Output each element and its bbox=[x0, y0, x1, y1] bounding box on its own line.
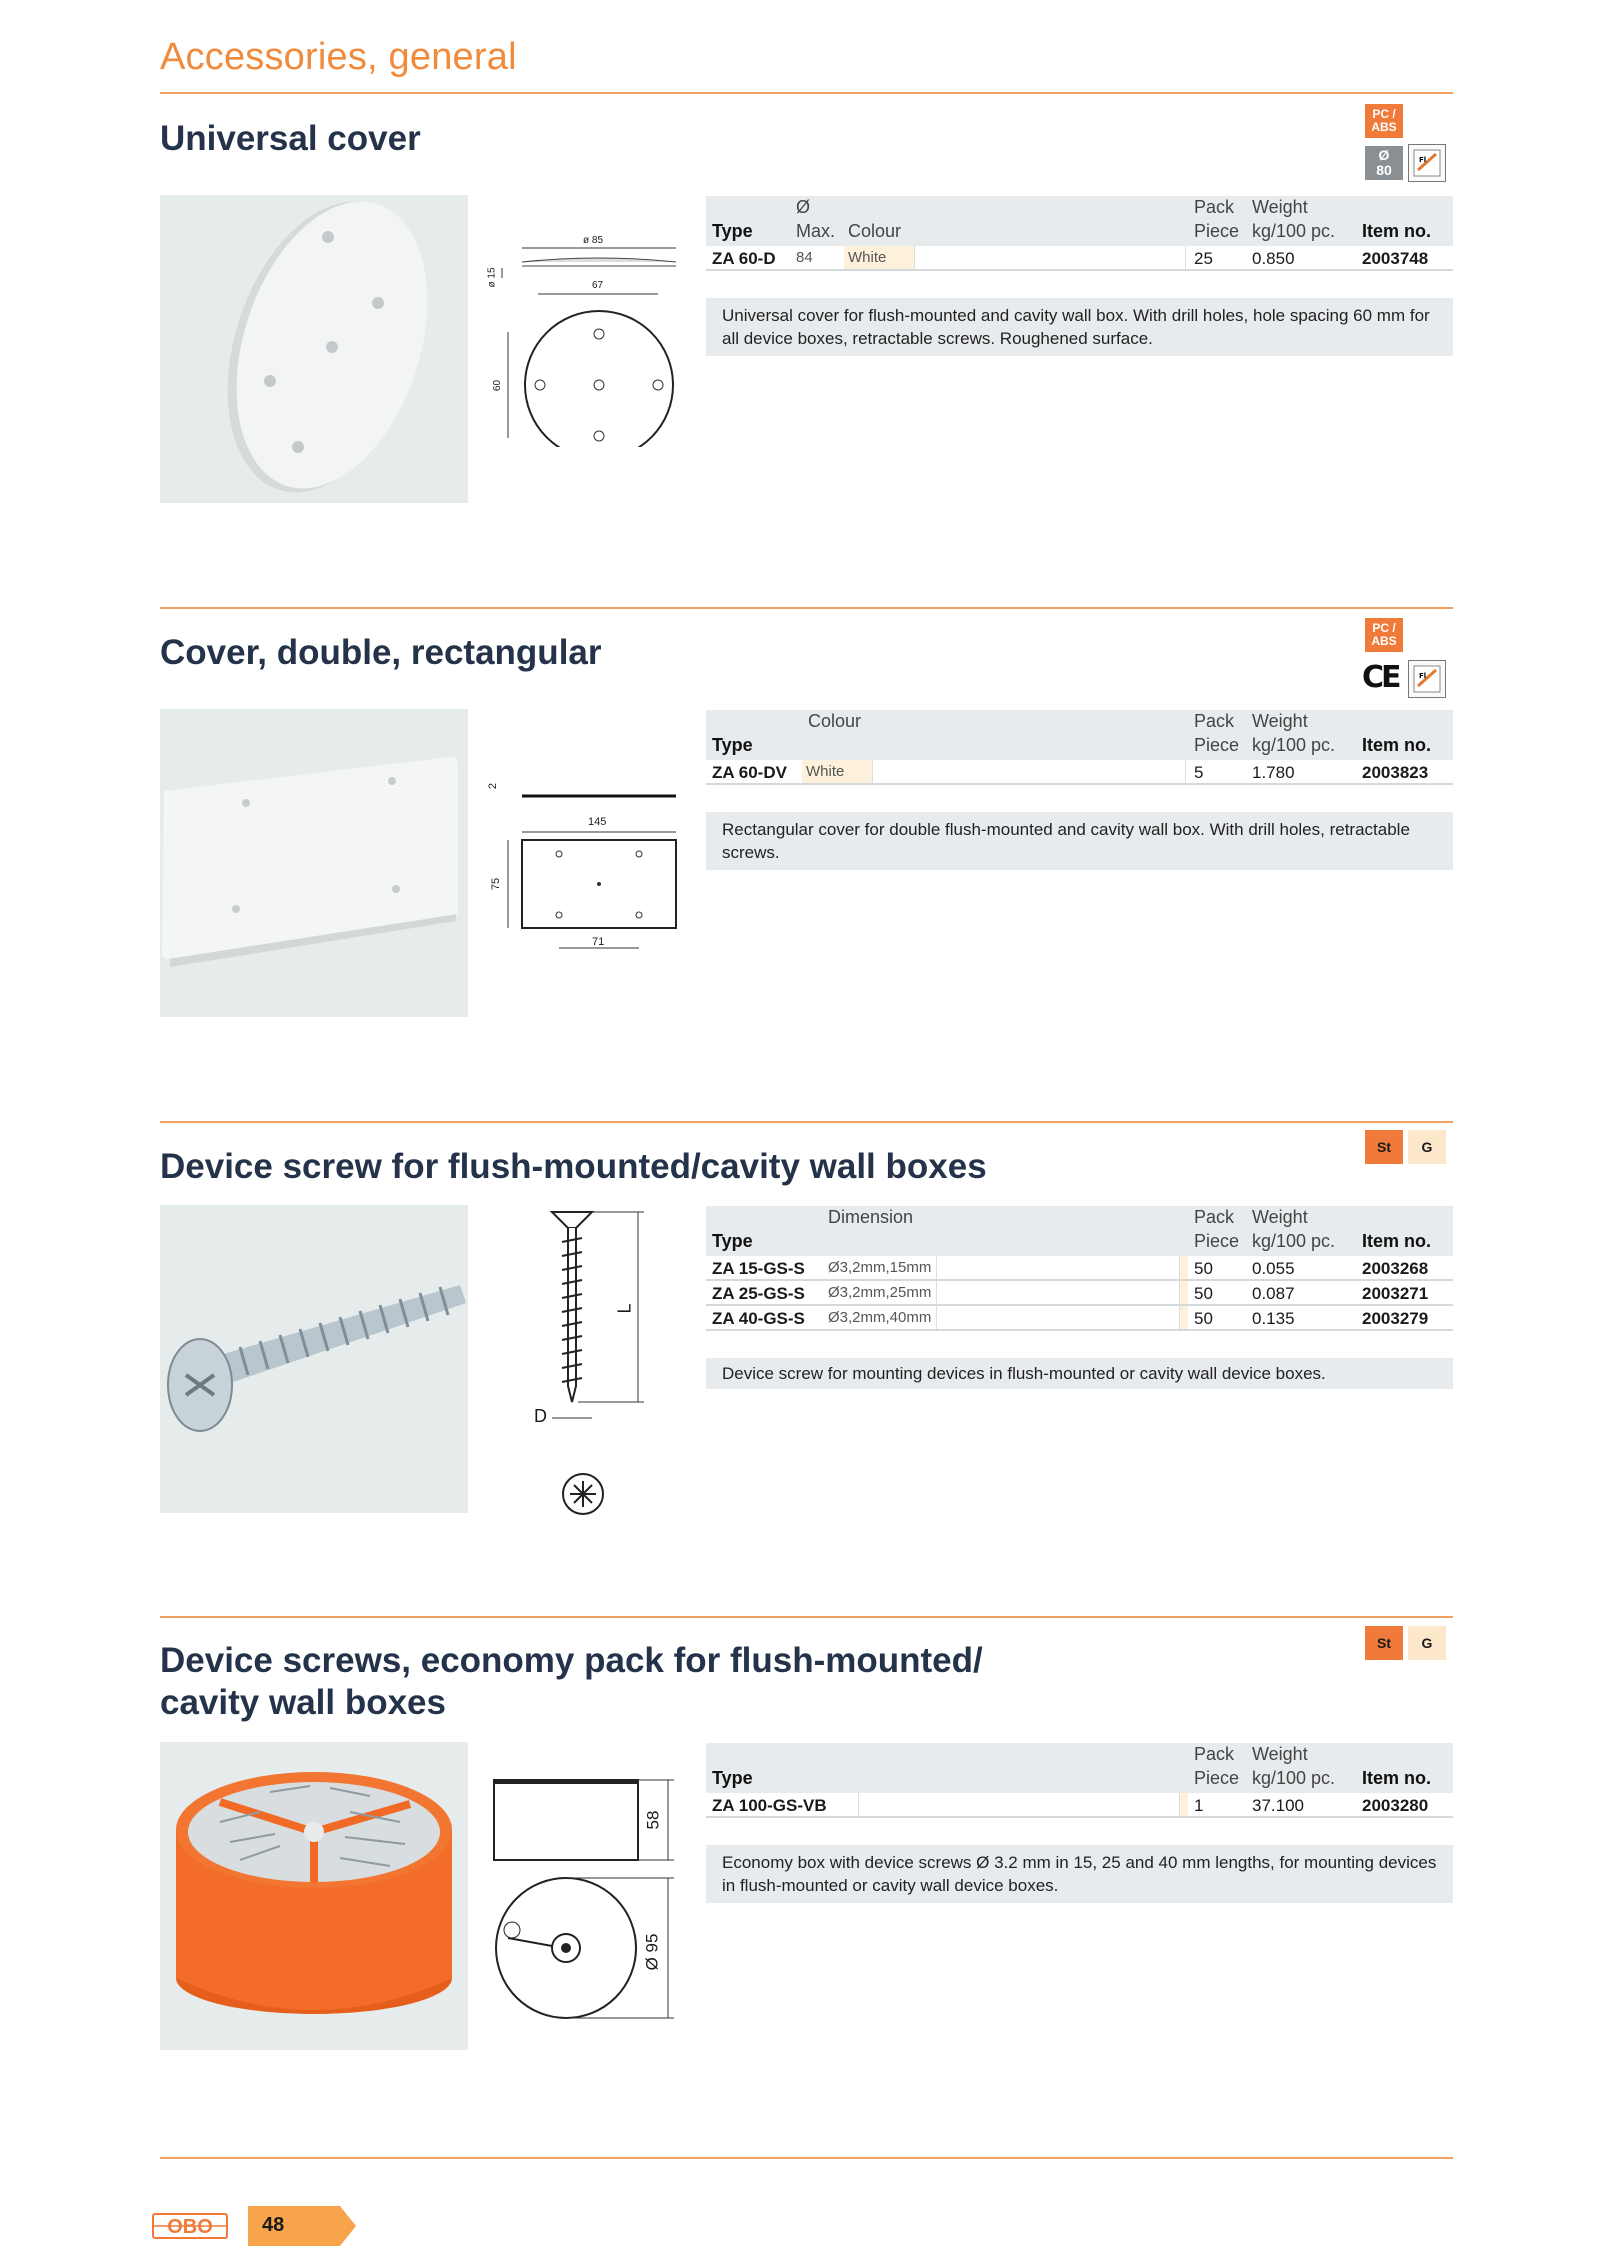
cell-pack: 1 bbox=[1194, 1796, 1204, 1815]
col-header-type: Type bbox=[712, 1768, 753, 1788]
product-photo-device-screw bbox=[160, 1205, 468, 1513]
table-row bbox=[706, 760, 1453, 785]
section-title-universal-cover: Universal cover bbox=[160, 119, 421, 158]
halogen-free-icon bbox=[1408, 660, 1446, 698]
empty-cell bbox=[936, 1306, 1180, 1329]
empty-cell bbox=[872, 760, 1186, 783]
cell-dimension: Ø3,2mm,40mm bbox=[828, 1309, 932, 1326]
diameter-badge bbox=[1365, 146, 1403, 180]
product-photo-universal-cover bbox=[160, 195, 468, 503]
col-header-item-no: Item no. bbox=[1362, 221, 1432, 241]
empty-cell bbox=[858, 1793, 1180, 1816]
cell-weight: 1.780 bbox=[1252, 763, 1295, 782]
cell-item-no: 2003279 bbox=[1362, 1309, 1429, 1328]
col-header-weight-unit: kg/100 pc. bbox=[1252, 221, 1336, 241]
dim-diameter-label: D bbox=[534, 1406, 547, 1426]
col-header-piece: Piece bbox=[1194, 1768, 1240, 1788]
product-description: Universal cover for flush-mounted and cavity wall box. With drill holes, hole spacing 60 mm for all device boxes, retractable screws. Roughened surface. bbox=[706, 298, 1453, 356]
cell-pack: 50 bbox=[1194, 1259, 1213, 1278]
col-header-colour: Colour bbox=[848, 221, 902, 241]
technical-drawing-economy-pack bbox=[488, 1770, 688, 2030]
dim-depth-label: ø 15 bbox=[486, 267, 498, 288]
section-rule bbox=[160, 1616, 1453, 1618]
cell-dimension: Ø3,2mm,15mm bbox=[828, 1259, 932, 1276]
product-table-economy-pack bbox=[706, 1743, 1453, 1818]
col-header-pack: Pack bbox=[1194, 711, 1235, 731]
product-description: Economy box with device screws Ø 3.2 mm in 15, 25 and 40 mm lengths, for mounting devices in flush-mounted or cavity wall device boxes. bbox=[706, 1845, 1453, 1903]
table-row bbox=[706, 1306, 1453, 1331]
col-header-item-no: Item no. bbox=[1362, 1231, 1432, 1251]
col-header-weight-unit: kg/100 pc. bbox=[1252, 1768, 1336, 1788]
section-title-line-2: cavity wall boxes bbox=[160, 1683, 446, 1722]
col-header-dimension: Dimension bbox=[828, 1207, 914, 1227]
cell-weight: 37.100 bbox=[1252, 1796, 1304, 1815]
section-title-cover-double: Cover, double, rectangular bbox=[160, 633, 602, 672]
col-header-diameter: Ø bbox=[796, 197, 811, 217]
cell-item-no: 2003280 bbox=[1362, 1796, 1429, 1815]
col-header-pack: Pack bbox=[1194, 1744, 1235, 1764]
section-rule bbox=[160, 1121, 1453, 1123]
col-header-weight-unit: kg/100 pc. bbox=[1252, 735, 1336, 755]
header-rule bbox=[160, 92, 1453, 94]
dim-outer-label: ø 85 bbox=[583, 235, 604, 246]
cell-pack: 50 bbox=[1194, 1284, 1213, 1303]
empty-cell bbox=[936, 1256, 1180, 1279]
dim-inner-label: 67 bbox=[592, 280, 604, 291]
dim-diameter-label: Ø 95 bbox=[642, 1933, 662, 1971]
cell-type: ZA 15-GS-S bbox=[712, 1259, 805, 1278]
marker-cell bbox=[1180, 1306, 1188, 1329]
table-header bbox=[706, 196, 1453, 246]
table-row bbox=[706, 1256, 1453, 1281]
diameter-value: 80 bbox=[1376, 162, 1392, 178]
table-row bbox=[706, 1281, 1453, 1306]
material-badge-steel: St bbox=[1365, 1626, 1403, 1660]
marker-cell bbox=[1180, 1281, 1188, 1304]
cell-item-no: 2003823 bbox=[1362, 763, 1429, 782]
dim-thickness-label: 2 bbox=[487, 782, 500, 790]
table-header bbox=[706, 1206, 1453, 1256]
col-header-max: Max. bbox=[796, 221, 836, 241]
technical-drawing-device-screw bbox=[520, 1206, 660, 1516]
product-description: Rectangular cover for double flush-mounted and cavity wall box. With drill holes, retractable screws. bbox=[706, 812, 1453, 870]
svg-text:Fl: Fl bbox=[1419, 156, 1427, 164]
cell-colour: White bbox=[848, 249, 887, 266]
section-rule bbox=[160, 607, 1453, 609]
marker-cell bbox=[1180, 1793, 1188, 1816]
cell-max: 84 bbox=[796, 249, 813, 266]
col-header-item-no: Item no. bbox=[1362, 1768, 1432, 1788]
col-header-weight: Weight bbox=[1252, 1207, 1308, 1227]
table-row bbox=[706, 1793, 1453, 1818]
section-title-economy-pack bbox=[160, 1640, 983, 1724]
svg-text:Fl: Fl bbox=[1419, 672, 1427, 680]
product-description: Device screw for mounting devices in flush-mounted or cavity wall device boxes. bbox=[706, 1358, 1453, 1389]
col-header-pack: Pack bbox=[1194, 1207, 1235, 1227]
footer-rule bbox=[160, 2157, 1453, 2159]
product-table-device-screw bbox=[706, 1206, 1453, 1331]
cell-item-no: 2003748 bbox=[1362, 249, 1429, 268]
empty-cell bbox=[936, 1281, 1180, 1304]
cell-weight: 0.055 bbox=[1252, 1259, 1295, 1278]
col-header-pack: Pack bbox=[1194, 197, 1235, 217]
product-table-cover-double bbox=[706, 710, 1453, 785]
table-header bbox=[706, 1743, 1453, 1793]
cell-pack: 25 bbox=[1194, 249, 1213, 268]
col-header-type: Type bbox=[712, 221, 753, 241]
cell-type: ZA 60-D bbox=[712, 249, 776, 268]
material-badge-steel: St bbox=[1365, 1130, 1403, 1164]
col-header-type: Type bbox=[712, 735, 753, 755]
col-header-weight: Weight bbox=[1252, 1744, 1308, 1764]
obo-logo bbox=[152, 2212, 228, 2240]
material-badge-pc-abs: PC / ABS bbox=[1365, 104, 1403, 138]
dim-height-label: 58 bbox=[643, 1810, 663, 1830]
table-header bbox=[706, 710, 1453, 760]
page-number: 48 bbox=[262, 2214, 285, 2236]
halogen-free-icon bbox=[1408, 144, 1446, 182]
ce-mark: CE bbox=[1362, 660, 1399, 695]
cell-dimension: Ø3,2mm,25mm bbox=[828, 1284, 932, 1301]
cell-item-no: 2003271 bbox=[1362, 1284, 1429, 1303]
col-header-item-no: Item no. bbox=[1362, 735, 1432, 755]
col-header-weight: Weight bbox=[1252, 711, 1308, 731]
product-photo-economy-pack bbox=[160, 1742, 468, 2050]
dim-width-label: 145 bbox=[588, 816, 607, 828]
product-table-universal-cover bbox=[706, 196, 1453, 271]
cell-type: ZA 100-GS-VB bbox=[712, 1796, 827, 1815]
finish-badge-galvanised: G bbox=[1408, 1626, 1446, 1660]
section-title-line-1: Device screws, economy pack for flush-mounted/ bbox=[160, 1641, 983, 1680]
diameter-symbol: Ø bbox=[1378, 147, 1390, 163]
technical-drawing-cover-double bbox=[488, 770, 688, 960]
page-category-title: Accessories, general bbox=[160, 36, 517, 78]
marker-cell bbox=[1180, 1256, 1188, 1279]
cell-type: ZA 60-DV bbox=[712, 763, 787, 782]
product-photo-cover-double bbox=[160, 709, 468, 1017]
col-header-piece: Piece bbox=[1194, 221, 1240, 241]
cell-weight: 0.135 bbox=[1252, 1309, 1295, 1328]
logo-text: OBO bbox=[167, 2216, 213, 2238]
dim-spacing-label: 71 bbox=[592, 936, 605, 948]
cell-weight: 0.087 bbox=[1252, 1284, 1295, 1303]
finish-badge-galvanised: G bbox=[1408, 1130, 1446, 1164]
dim-spacing-label: 60 bbox=[492, 379, 504, 392]
cell-type: ZA 40-GS-S bbox=[712, 1309, 805, 1328]
technical-drawing-universal-cover bbox=[488, 232, 688, 447]
col-header-colour: Colour bbox=[808, 711, 862, 731]
col-header-weight: Weight bbox=[1252, 197, 1308, 217]
cell-weight: 0.850 bbox=[1252, 249, 1295, 268]
dim-length-label: L bbox=[614, 1303, 635, 1314]
col-header-type: Type bbox=[712, 1231, 753, 1251]
table-row bbox=[706, 246, 1453, 271]
dim-height-label: 75 bbox=[490, 877, 503, 891]
empty-cell bbox=[914, 246, 1186, 269]
cell-pack: 50 bbox=[1194, 1309, 1213, 1328]
cell-colour: White bbox=[806, 763, 845, 780]
col-header-piece: Piece bbox=[1194, 1231, 1240, 1251]
cell-item-no: 2003268 bbox=[1362, 1259, 1429, 1278]
material-badge-pc-abs: PC / ABS bbox=[1365, 618, 1403, 652]
section-title-device-screw: Device screw for flush-mounted/cavity wall boxes bbox=[160, 1147, 987, 1186]
col-header-piece: Piece bbox=[1194, 735, 1240, 755]
cell-type: ZA 25-GS-S bbox=[712, 1284, 805, 1303]
col-header-weight-unit: kg/100 pc. bbox=[1252, 1231, 1336, 1251]
cell-pack: 5 bbox=[1194, 763, 1204, 782]
